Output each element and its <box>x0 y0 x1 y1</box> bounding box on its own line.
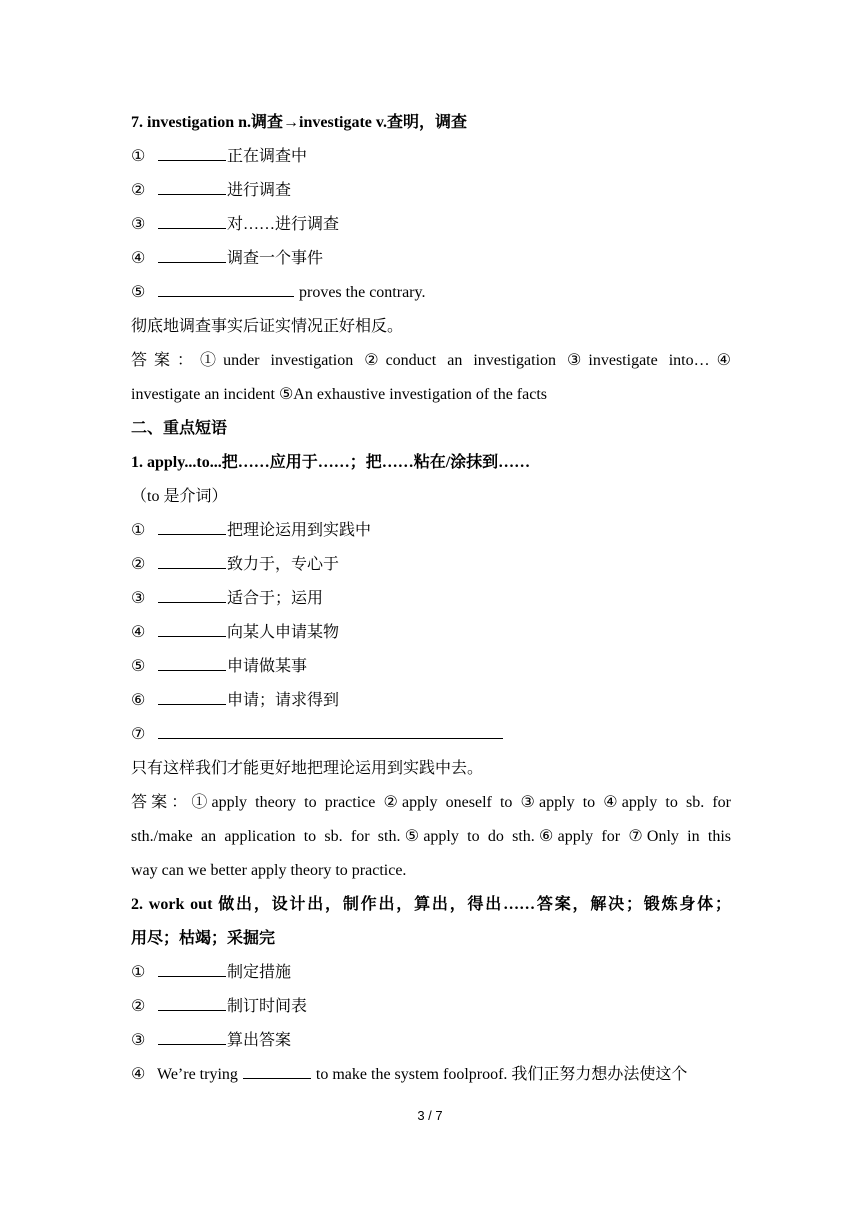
exercise-item: ③ 算出答案 <box>131 1024 731 1058</box>
exercise-item: ⑥ 申请；请求得到 <box>131 684 731 718</box>
heading-investigation: 7. investigation n.调查→investigate v.查明，调查 <box>131 114 468 131</box>
exercise-item: ⑦ <box>131 718 731 752</box>
answer-line: 答案：①apply theory to practice ②apply oneself to ③apply to ④apply to sb. for <box>131 794 731 811</box>
answer-blank[interactable] <box>158 993 226 1011</box>
exercise-item: ③ 适合于；运用 <box>131 582 731 616</box>
answer-blank[interactable] <box>158 653 226 671</box>
exercise-item: ④ 调查一个事件 <box>131 242 731 276</box>
answer-line: 答案：①under investigation ②conduct an investigation ③investigate into…④ <box>131 352 731 369</box>
answer-blank[interactable] <box>158 959 226 977</box>
heading-work-out-cont: 用尽；枯竭；采掘完 <box>131 930 276 947</box>
answer-blank[interactable] <box>158 1027 226 1045</box>
answer-line: sth./make an application to sb. for sth.⑤apply to do sth.⑥apply for ⑦Only in this <box>131 828 731 845</box>
answer-blank[interactable] <box>158 687 226 705</box>
translation-sentence: 只有这样我们才能更好地把理论运用到实践中去。 <box>131 760 484 777</box>
exercise-item: ① 制定措施 <box>131 956 731 990</box>
exercise-item: ② 致力于，专心于 <box>131 548 731 582</box>
exercise-item: ⑤ 申请做某事 <box>131 650 731 684</box>
answer-blank[interactable] <box>158 551 226 569</box>
translation-sentence: 彻底地调查事实后证实情况正好相反。 <box>131 318 404 335</box>
exercise-item: ① 把理论运用到实践中 <box>131 514 731 548</box>
answer-blank[interactable] <box>158 585 226 603</box>
heading-apply: 1. apply...to...把……应用于……；把……粘在/涂抹到…… <box>131 454 531 471</box>
answer-blank[interactable] <box>158 211 226 229</box>
answer-blank[interactable] <box>158 721 503 739</box>
heading-work-out: 2. work out 做出，设计出，制作出，算出，得出……答案，解决；锻炼身体； <box>131 896 731 913</box>
answer-blank[interactable] <box>243 1061 311 1079</box>
exercise-item: ⑤ proves the contrary. <box>131 276 731 310</box>
exercise-item: ① 正在调查中 <box>131 140 731 174</box>
answer-line: way can we better apply theory to practice. <box>131 862 407 879</box>
exercise-item: ③ 对……进行调查 <box>131 208 731 242</box>
answer-blank[interactable] <box>158 279 294 297</box>
page-number: 3 / 7 <box>417 1108 443 1123</box>
section-heading: 二、重点短语 <box>131 420 228 437</box>
answer-blank[interactable] <box>158 177 226 195</box>
exercise-item: ② 制订时间表 <box>131 990 731 1024</box>
exercise-item: ④ 向某人申请某物 <box>131 616 731 650</box>
answer-blank[interactable] <box>158 619 226 637</box>
answer-blank[interactable] <box>158 143 226 161</box>
document-body <box>131 106 731 1092</box>
exercise-item: ④ We’re trying to make the system foolproof. 我们正努力想办法使这个 <box>131 1058 731 1092</box>
answer-blank[interactable] <box>158 245 226 263</box>
answer-blank[interactable] <box>158 517 226 535</box>
answer-line: investigate an incident ⑤An exhaustive investigation of the facts <box>131 386 548 403</box>
note: （to 是介词） <box>131 488 228 505</box>
exercise-item: ② 进行调查 <box>131 174 731 208</box>
